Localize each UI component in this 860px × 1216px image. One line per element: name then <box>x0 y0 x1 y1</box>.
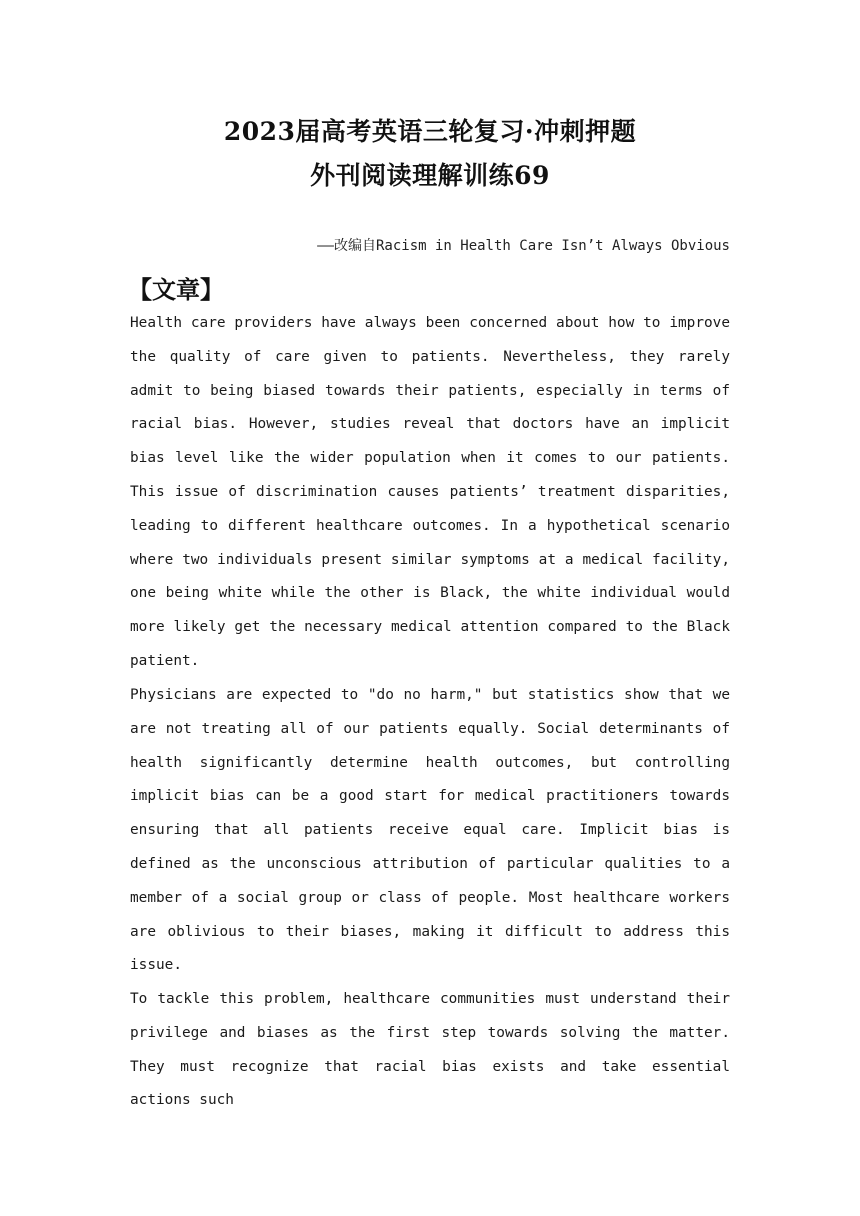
paragraph-2: Physicians are expected to "do no harm," but statistics show that we are not treating all of our patients equally. Social determinants of health significantly determine health outcomes, but controlling implicit bias can be a good start for medical practitioners towards ensuring that all patients receive equal care. Implicit bias is defined as the unconscious attribution of particular qualities to a member of a social group or class of people. Most healthcare workers are oblivious to their biases, making it difficult to address this issue. <box>130 687 730 974</box>
document-title: 2023届高考英语三轮复习·冲刺押题 <box>223 117 637 146</box>
paragraph-3: To tackle this problem, healthcare communities must understand their privilege and biases as the first step towards solving the matter. They must recognize that racial bias exists and take essential actions such <box>130 991 730 1109</box>
paragraph-1: Health care providers have always been concerned about how to improve the quality of care given to patients. Nevertheless, they rarely admit to being biased towards their patients, especially in terms of racial bias. However, studies reveal that doctors have an implicit bias level like the wider population when it comes to our patients. This issue of discrimination causes patients’ treatment disparities, leading to different healthcare outcomes. In a hypothetical scenario where two individuals present similar symptoms at a medical facility, one being white while the other is Black, the white individual would more likely get the necessary medical attention compared to the Black patient. <box>130 315 730 669</box>
source-attribution: ——改编自Racism in Health Care Isn’t Always Obvious <box>317 238 730 254</box>
section-heading: 【文章】 <box>128 276 224 304</box>
document-subtitle: 外刊阅读理解训练69 <box>310 161 550 190</box>
